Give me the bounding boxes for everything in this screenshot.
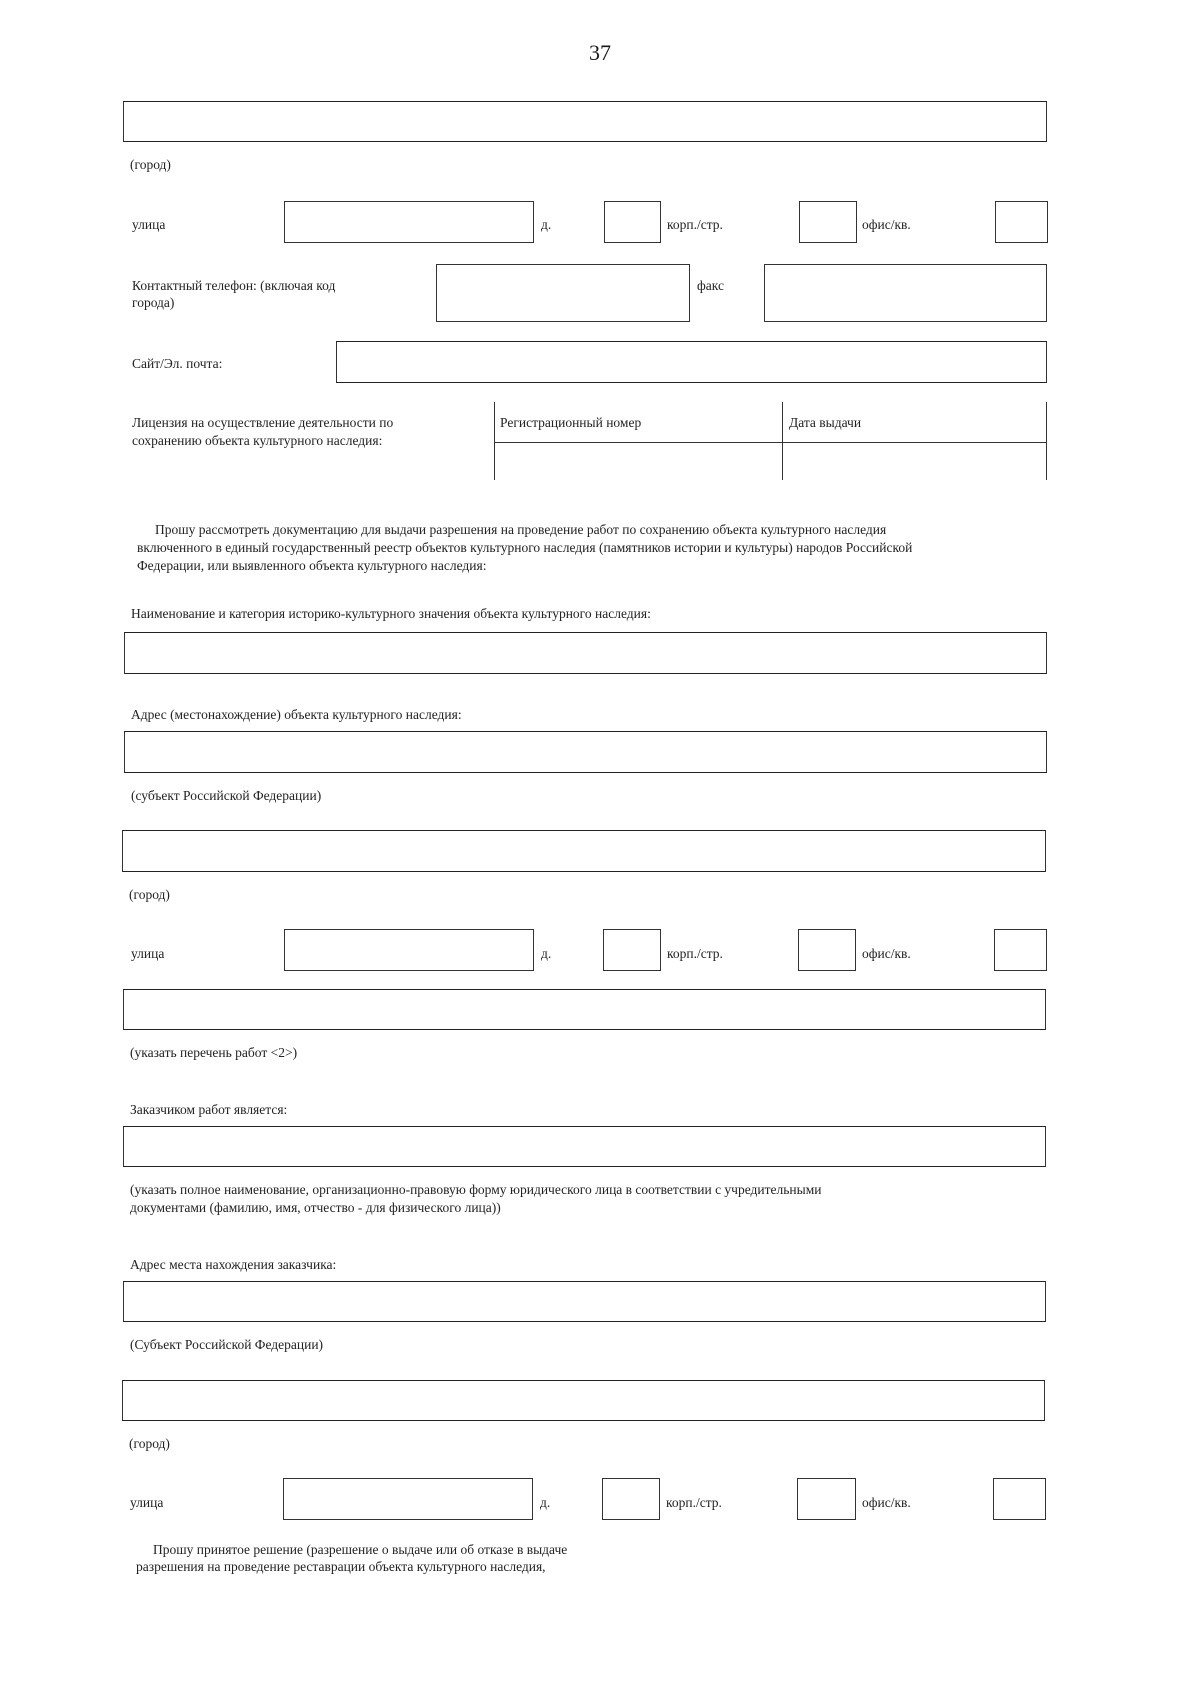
object-street-label: улица <box>131 946 165 961</box>
office-label: офис/кв. <box>862 217 911 232</box>
customer-office-label: офис/кв. <box>862 1495 911 1510</box>
object-name-label: Наименование и категория историко-культурного значения объекта культурного наследия: <box>131 606 651 621</box>
object-subject-caption: (субъект Российской Федерации) <box>131 788 322 803</box>
license-label-line2: сохранению объекта культурного наследия: <box>132 433 383 448</box>
request-paragraph-line3: Федерации, или выявленного объекта культурного наследия: <box>137 558 487 573</box>
phone-label-line1: Контактный телефон: (включая код <box>132 278 336 293</box>
license-label-line1: Лицензия на осуществление деятельности по <box>132 415 394 430</box>
final-paragraph-line1: Прошу принятое решение (разрешение о выдаче или об отказе в выдаче <box>153 1542 568 1557</box>
customer-house-field[interactable] <box>602 1478 660 1520</box>
customer-caption-line2: документами (фамилию, имя, отчество - для физического лица)) <box>130 1200 501 1215</box>
license-table-right-border <box>1046 402 1047 480</box>
object-city-caption: (город) <box>129 887 170 902</box>
object-house-label: д. <box>541 946 552 961</box>
fax-field[interactable] <box>764 264 1047 322</box>
customer-name-field[interactable] <box>123 1126 1046 1167</box>
final-paragraph-line2: разрешения на проведение реставрации объекта культурного наследия, <box>136 1559 546 1574</box>
license-issue-date-header: Дата выдачи <box>789 415 862 430</box>
office-field[interactable] <box>995 201 1048 243</box>
street-label: улица <box>132 217 166 232</box>
object-address-label: Адрес (местонахождение) объекта культурного наследия: <box>131 707 462 722</box>
object-name-field[interactable] <box>124 632 1047 674</box>
customer-caption-line1: (указать полное наименование, организационно-правовую форму юридического лица в соответствии с учредительными <box>130 1182 822 1197</box>
house-field[interactable] <box>604 201 661 243</box>
street-field[interactable] <box>284 201 534 243</box>
city-caption: (город) <box>130 157 171 172</box>
customer-building-field[interactable] <box>797 1478 856 1520</box>
site-label: Сайт/Эл. почта: <box>132 356 223 371</box>
object-house-field[interactable] <box>603 929 661 971</box>
city-field[interactable] <box>123 101 1047 142</box>
customer-office-field[interactable] <box>993 1478 1046 1520</box>
request-paragraph-line1: Прошу рассмотреть документацию для выдачи разрешения на проведение работ по сохранению объекта культурного наследия <box>155 522 887 537</box>
customer-subject-field[interactable] <box>123 1281 1046 1322</box>
customer-house-label: д. <box>540 1495 551 1510</box>
site-email-field[interactable] <box>336 341 1047 383</box>
building-field[interactable] <box>799 201 857 243</box>
phone-field[interactable] <box>436 264 690 322</box>
request-paragraph-line2: включенного в единый государственный реестр объектов культурного наследия (памятников истории и культуры) народов Российской <box>137 540 913 555</box>
object-office-label: офис/кв. <box>862 946 911 961</box>
phone-label-line2: города) <box>132 295 175 310</box>
works-list-field[interactable] <box>123 989 1046 1030</box>
license-issue-date-field[interactable] <box>783 443 1045 479</box>
customer-city-field[interactable] <box>122 1380 1045 1421</box>
customer-city-caption: (город) <box>129 1436 170 1451</box>
works-list-caption: (указать перечень работ <2>) <box>130 1045 298 1060</box>
object-office-field[interactable] <box>994 929 1047 971</box>
object-building-label: корп./стр. <box>667 946 723 961</box>
object-building-field[interactable] <box>798 929 856 971</box>
customer-address-label: Адрес места нахождения заказчика: <box>130 1257 337 1272</box>
license-reg-number-field[interactable] <box>495 443 781 479</box>
fax-label: факс <box>697 278 724 293</box>
customer-building-label: корп./стр. <box>666 1495 722 1510</box>
license-reg-number-header: Регистрационный номер <box>500 415 642 430</box>
customer-label: Заказчиком работ является: <box>130 1102 288 1117</box>
customer-street-label: улица <box>130 1495 164 1510</box>
object-city-field[interactable] <box>122 830 1046 872</box>
customer-street-field[interactable] <box>283 1478 533 1520</box>
customer-subject-caption: (Субъект Российской Федерации) <box>130 1337 324 1352</box>
object-street-field[interactable] <box>284 929 534 971</box>
page-number: 37 <box>589 40 611 65</box>
building-label: корп./стр. <box>667 217 723 232</box>
object-subject-field[interactable] <box>124 731 1047 773</box>
house-label: д. <box>541 217 552 232</box>
